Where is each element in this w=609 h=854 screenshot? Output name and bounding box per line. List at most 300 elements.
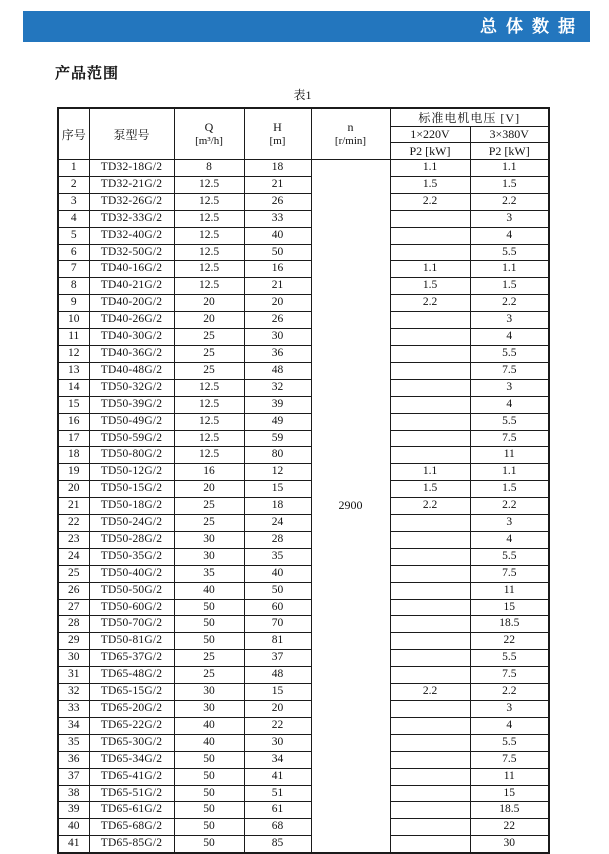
cell-model: TD65-20G/2 (89, 701, 174, 718)
cell-p220 (390, 667, 470, 684)
cell-h: 36 (244, 345, 311, 362)
section-title: 产品范围 (55, 65, 120, 82)
cell-p220: 1.1 (390, 261, 470, 278)
cell-h: 24 (244, 515, 311, 532)
table-row (58, 278, 549, 295)
cell-h: 34 (244, 751, 311, 768)
cell-model: TD50-50G/2 (89, 582, 174, 599)
cell-p220 (390, 413, 470, 430)
cell-no: 23 (58, 531, 89, 548)
col-header-220v: 1×220V (390, 127, 470, 143)
cell-no: 5 (58, 227, 89, 244)
cell-no: 39 (58, 802, 89, 819)
table-row (58, 227, 549, 244)
cell-model: TD65-41G/2 (89, 768, 174, 785)
col-header-h-label: H (273, 119, 282, 134)
cell-q: 50 (174, 616, 244, 633)
cell-model: TD50-40G/2 (89, 565, 174, 582)
cell-p380: 22 (470, 633, 549, 650)
table-row (58, 210, 549, 227)
cell-p220 (390, 244, 470, 261)
cell-p220 (390, 362, 470, 379)
cell-h: 18 (244, 160, 311, 177)
cell-q: 12.5 (174, 413, 244, 430)
cell-p220: 2.2 (390, 193, 470, 210)
cell-q: 12.5 (174, 244, 244, 261)
cell-h: 68 (244, 819, 311, 836)
cell-q: 25 (174, 345, 244, 362)
cell-h: 15 (244, 684, 311, 701)
table-row (58, 836, 549, 853)
cell-p220: 2.2 (390, 295, 470, 312)
cell-q: 12.5 (174, 261, 244, 278)
table-row (58, 819, 549, 836)
cell-h: 30 (244, 329, 311, 346)
table-row (58, 345, 549, 362)
cell-h: 48 (244, 667, 311, 684)
cell-q: 50 (174, 633, 244, 650)
cell-q: 50 (174, 751, 244, 768)
cell-q: 8 (174, 160, 244, 177)
cell-no: 12 (58, 345, 89, 362)
cell-q: 50 (174, 802, 244, 819)
cell-h: 50 (244, 582, 311, 599)
col-header-model: 泵型号 (89, 108, 174, 160)
cell-p380: 15 (470, 599, 549, 616)
cell-no: 41 (58, 836, 89, 853)
cell-no: 40 (58, 819, 89, 836)
table-row (58, 548, 549, 565)
table-row (58, 362, 549, 379)
cell-p220 (390, 531, 470, 548)
cell-p220 (390, 785, 470, 802)
cell-h: 20 (244, 701, 311, 718)
cell-model: TD32-40G/2 (89, 227, 174, 244)
cell-p220 (390, 836, 470, 853)
cell-model: TD50-18G/2 (89, 498, 174, 515)
cell-p380: 7.5 (470, 751, 549, 768)
cell-p380: 5.5 (470, 650, 549, 667)
table-row (58, 802, 549, 819)
table-row (58, 565, 549, 582)
cell-model: TD50-81G/2 (89, 633, 174, 650)
cell-p380: 18.5 (470, 616, 549, 633)
cell-p220 (390, 734, 470, 751)
cell-q: 40 (174, 717, 244, 734)
cell-p220 (390, 819, 470, 836)
cell-model: TD40-20G/2 (89, 295, 174, 312)
cell-no: 25 (58, 565, 89, 582)
cell-q: 30 (174, 701, 244, 718)
cell-h: 20 (244, 295, 311, 312)
cell-no: 36 (58, 751, 89, 768)
cell-p220 (390, 599, 470, 616)
cell-no: 33 (58, 701, 89, 718)
cell-h: 39 (244, 396, 311, 413)
table-body (58, 160, 549, 854)
cell-model: TD65-37G/2 (89, 650, 174, 667)
cell-h: 49 (244, 413, 311, 430)
table-row (58, 464, 549, 481)
cell-p220 (390, 616, 470, 633)
cell-q: 25 (174, 650, 244, 667)
cell-p220 (390, 210, 470, 227)
cell-p380: 2.2 (470, 295, 549, 312)
cell-p220 (390, 650, 470, 667)
cell-q: 25 (174, 515, 244, 532)
cell-no: 28 (58, 616, 89, 633)
cell-q: 40 (174, 582, 244, 599)
cell-no: 18 (58, 447, 89, 464)
cell-q: 12.5 (174, 193, 244, 210)
cell-h: 30 (244, 734, 311, 751)
cell-model: TD65-51G/2 (89, 785, 174, 802)
cell-p220 (390, 802, 470, 819)
cell-p380: 18.5 (470, 802, 549, 819)
table-row (58, 751, 549, 768)
cell-q: 25 (174, 498, 244, 515)
cell-p220 (390, 312, 470, 329)
cell-model: TD50-59G/2 (89, 430, 174, 447)
cell-no: 11 (58, 329, 89, 346)
cell-no: 24 (58, 548, 89, 565)
cell-p220 (390, 447, 470, 464)
cell-p220 (390, 430, 470, 447)
cell-q: 12.5 (174, 430, 244, 447)
cell-q: 40 (174, 734, 244, 751)
cell-h: 26 (244, 312, 311, 329)
header-bar-title: 总体数据 (480, 17, 584, 36)
cell-q: 12.5 (174, 447, 244, 464)
cell-p380: 4 (470, 717, 549, 734)
cell-p220 (390, 582, 470, 599)
cell-q: 25 (174, 329, 244, 346)
cell-model: TD40-26G/2 (89, 312, 174, 329)
cell-q: 16 (174, 464, 244, 481)
cell-p220 (390, 515, 470, 532)
cell-p380: 7.5 (470, 362, 549, 379)
cell-p220 (390, 329, 470, 346)
cell-p380: 1.5 (470, 176, 549, 193)
cell-q: 30 (174, 684, 244, 701)
table-row (58, 261, 549, 278)
cell-model: TD50-24G/2 (89, 515, 174, 532)
cell-p380: 3 (470, 379, 549, 396)
col-header-q (174, 108, 244, 160)
cell-model: TD40-16G/2 (89, 261, 174, 278)
cell-p220: 2.2 (390, 498, 470, 515)
cell-no: 35 (58, 734, 89, 751)
table-row (58, 650, 549, 667)
cell-h: 12 (244, 464, 311, 481)
cell-no: 14 (58, 379, 89, 396)
cell-p220 (390, 701, 470, 718)
cell-p380: 4 (470, 227, 549, 244)
cell-q: 50 (174, 819, 244, 836)
cell-h: 80 (244, 447, 311, 464)
cell-model: TD65-30G/2 (89, 734, 174, 751)
table-row (58, 785, 549, 802)
cell-no: 27 (58, 599, 89, 616)
cell-q: 12.5 (174, 227, 244, 244)
cell-model: TD65-34G/2 (89, 751, 174, 768)
cell-h: 37 (244, 650, 311, 667)
table-row (58, 329, 549, 346)
cell-q: 12.5 (174, 379, 244, 396)
col-header-p2-220: P2 [kW] (390, 143, 470, 160)
table-row (58, 447, 549, 464)
cell-h: 41 (244, 768, 311, 785)
cell-q: 50 (174, 768, 244, 785)
col-header-h-unit: [m] (269, 134, 286, 147)
table-row (58, 616, 549, 633)
cell-no: 6 (58, 244, 89, 261)
table-row (58, 396, 549, 413)
cell-no: 2 (58, 176, 89, 193)
cell-h: 50 (244, 244, 311, 261)
table-row (58, 717, 549, 734)
cell-p380: 2.2 (470, 193, 549, 210)
cell-model: TD32-33G/2 (89, 210, 174, 227)
cell-no: 26 (58, 582, 89, 599)
cell-no: 16 (58, 413, 89, 430)
cell-model: TD50-12G/2 (89, 464, 174, 481)
table-row (58, 515, 549, 532)
cell-h: 18 (244, 498, 311, 515)
cell-no: 8 (58, 278, 89, 295)
cell-p380: 1.5 (470, 481, 549, 498)
table-row (58, 734, 549, 751)
cell-model: TD50-70G/2 (89, 616, 174, 633)
cell-q: 25 (174, 667, 244, 684)
product-range-table (57, 107, 550, 854)
cell-h: 16 (244, 261, 311, 278)
table-row (58, 582, 549, 599)
cell-p220: 1.1 (390, 160, 470, 177)
cell-q: 25 (174, 362, 244, 379)
col-header-380v: 3×380V (470, 127, 549, 143)
table-row (58, 295, 549, 312)
cell-model: TD50-39G/2 (89, 396, 174, 413)
cell-no: 15 (58, 396, 89, 413)
cell-p220 (390, 396, 470, 413)
table-row (58, 498, 549, 515)
cell-no: 38 (58, 785, 89, 802)
table-row (58, 531, 549, 548)
cell-no: 10 (58, 312, 89, 329)
cell-h: 21 (244, 278, 311, 295)
cell-model: TD32-21G/2 (89, 176, 174, 193)
col-header-no: 序号 (58, 108, 89, 160)
cell-model: TD40-30G/2 (89, 329, 174, 346)
cell-model: TD50-15G/2 (89, 481, 174, 498)
table-caption: 表1 (293, 88, 312, 102)
cell-no: 7 (58, 261, 89, 278)
cell-h: 85 (244, 836, 311, 853)
cell-no: 17 (58, 430, 89, 447)
cell-model: TD40-48G/2 (89, 362, 174, 379)
table-row (58, 193, 549, 210)
table-row (58, 667, 549, 684)
cell-q: 50 (174, 785, 244, 802)
cell-p380: 3 (470, 515, 549, 532)
cell-h: 61 (244, 802, 311, 819)
cell-n-merged: 2900 (311, 160, 390, 854)
cell-model: TD32-50G/2 (89, 244, 174, 261)
cell-p220 (390, 751, 470, 768)
table-row (58, 379, 549, 396)
cell-model: TD40-21G/2 (89, 278, 174, 295)
cell-model: TD32-26G/2 (89, 193, 174, 210)
col-header-n (311, 108, 390, 160)
cell-p380: 4 (470, 396, 549, 413)
cell-h: 60 (244, 599, 311, 616)
cell-q: 20 (174, 312, 244, 329)
col-header-voltage-group: 标准电机电压 [V] (390, 108, 549, 127)
cell-h: 40 (244, 565, 311, 582)
col-header-q-unit: [m³/h] (195, 134, 223, 147)
cell-q: 20 (174, 295, 244, 312)
cell-no: 22 (58, 515, 89, 532)
table-row (58, 599, 549, 616)
cell-p220 (390, 345, 470, 362)
cell-h: 51 (244, 785, 311, 802)
cell-q: 50 (174, 836, 244, 853)
cell-p380: 7.5 (470, 565, 549, 582)
cell-no: 19 (58, 464, 89, 481)
cell-model: TD65-85G/2 (89, 836, 174, 853)
cell-model: TD50-35G/2 (89, 548, 174, 565)
col-header-n-unit: [r/min] (334, 134, 367, 147)
cell-q: 12.5 (174, 210, 244, 227)
cell-h: 28 (244, 531, 311, 548)
cell-no: 31 (58, 667, 89, 684)
cell-h: 40 (244, 227, 311, 244)
table-row (58, 244, 549, 261)
table-row (58, 633, 549, 650)
cell-p380: 2.2 (470, 498, 549, 515)
cell-p380: 4 (470, 329, 549, 346)
col-header-q-label: Q (204, 119, 214, 134)
cell-no: 13 (58, 362, 89, 379)
cell-q: 12.5 (174, 396, 244, 413)
table-header (58, 108, 549, 160)
cell-h: 15 (244, 481, 311, 498)
cell-p380: 30 (470, 836, 549, 853)
cell-h: 33 (244, 210, 311, 227)
cell-h: 32 (244, 379, 311, 396)
cell-p380: 5.5 (470, 548, 549, 565)
cell-p380: 11 (470, 447, 549, 464)
cell-model: TD32-18G/2 (89, 160, 174, 177)
table-row (58, 430, 549, 447)
cell-p380: 7.5 (470, 430, 549, 447)
cell-q: 30 (174, 531, 244, 548)
cell-q: 12.5 (174, 176, 244, 193)
cell-model: TD50-32G/2 (89, 379, 174, 396)
cell-model: TD65-15G/2 (89, 684, 174, 701)
cell-h: 59 (244, 430, 311, 447)
cell-p380: 11 (470, 768, 549, 785)
cell-model: TD50-60G/2 (89, 599, 174, 616)
cell-no: 37 (58, 768, 89, 785)
table-row (58, 481, 549, 498)
cell-p220: 2.2 (390, 684, 470, 701)
cell-p380: 5.5 (470, 734, 549, 751)
cell-no: 30 (58, 650, 89, 667)
table-row (58, 176, 549, 193)
cell-p380: 3 (470, 210, 549, 227)
cell-p220 (390, 548, 470, 565)
header-bar (23, 11, 590, 42)
cell-model: TD50-49G/2 (89, 413, 174, 430)
cell-q: 35 (174, 565, 244, 582)
cell-p220 (390, 717, 470, 734)
cell-p380: 11 (470, 582, 549, 599)
cell-no: 9 (58, 295, 89, 312)
cell-p380: 7.5 (470, 667, 549, 684)
cell-p380: 1.1 (470, 160, 549, 177)
cell-p380: 2.2 (470, 684, 549, 701)
table-row (58, 684, 549, 701)
table-row (58, 413, 549, 430)
cell-p380: 5.5 (470, 345, 549, 362)
cell-no: 1 (58, 160, 89, 177)
col-header-p2-380: P2 [kW] (470, 143, 549, 160)
cell-p380: 1.1 (470, 464, 549, 481)
cell-p220 (390, 768, 470, 785)
cell-h: 70 (244, 616, 311, 633)
cell-p220 (390, 227, 470, 244)
cell-h: 35 (244, 548, 311, 565)
cell-q: 20 (174, 481, 244, 498)
cell-p380: 5.5 (470, 244, 549, 261)
cell-no: 3 (58, 193, 89, 210)
col-header-h (244, 108, 311, 160)
cell-q: 12.5 (174, 278, 244, 295)
cell-p380: 5.5 (470, 413, 549, 430)
cell-h: 48 (244, 362, 311, 379)
cell-p220 (390, 565, 470, 582)
table-row (58, 312, 549, 329)
cell-model: TD50-80G/2 (89, 447, 174, 464)
cell-p220 (390, 379, 470, 396)
cell-p220: 1.5 (390, 176, 470, 193)
cell-no: 32 (58, 684, 89, 701)
table-row (58, 701, 549, 718)
cell-no: 29 (58, 633, 89, 650)
table-row (58, 768, 549, 785)
cell-p380: 15 (470, 785, 549, 802)
cell-p220 (390, 633, 470, 650)
cell-q: 30 (174, 548, 244, 565)
cell-model: TD65-22G/2 (89, 717, 174, 734)
col-header-n-label: n (347, 119, 354, 134)
cell-model: TD65-61G/2 (89, 802, 174, 819)
cell-h: 81 (244, 633, 311, 650)
cell-p220: 1.5 (390, 278, 470, 295)
cell-p220: 1.5 (390, 481, 470, 498)
cell-q: 50 (174, 599, 244, 616)
cell-p380: 1.1 (470, 261, 549, 278)
cell-model: TD50-28G/2 (89, 531, 174, 548)
cell-h: 22 (244, 717, 311, 734)
cell-h: 21 (244, 176, 311, 193)
cell-p380: 4 (470, 531, 549, 548)
cell-p220: 1.1 (390, 464, 470, 481)
cell-no: 4 (58, 210, 89, 227)
cell-p380: 22 (470, 819, 549, 836)
